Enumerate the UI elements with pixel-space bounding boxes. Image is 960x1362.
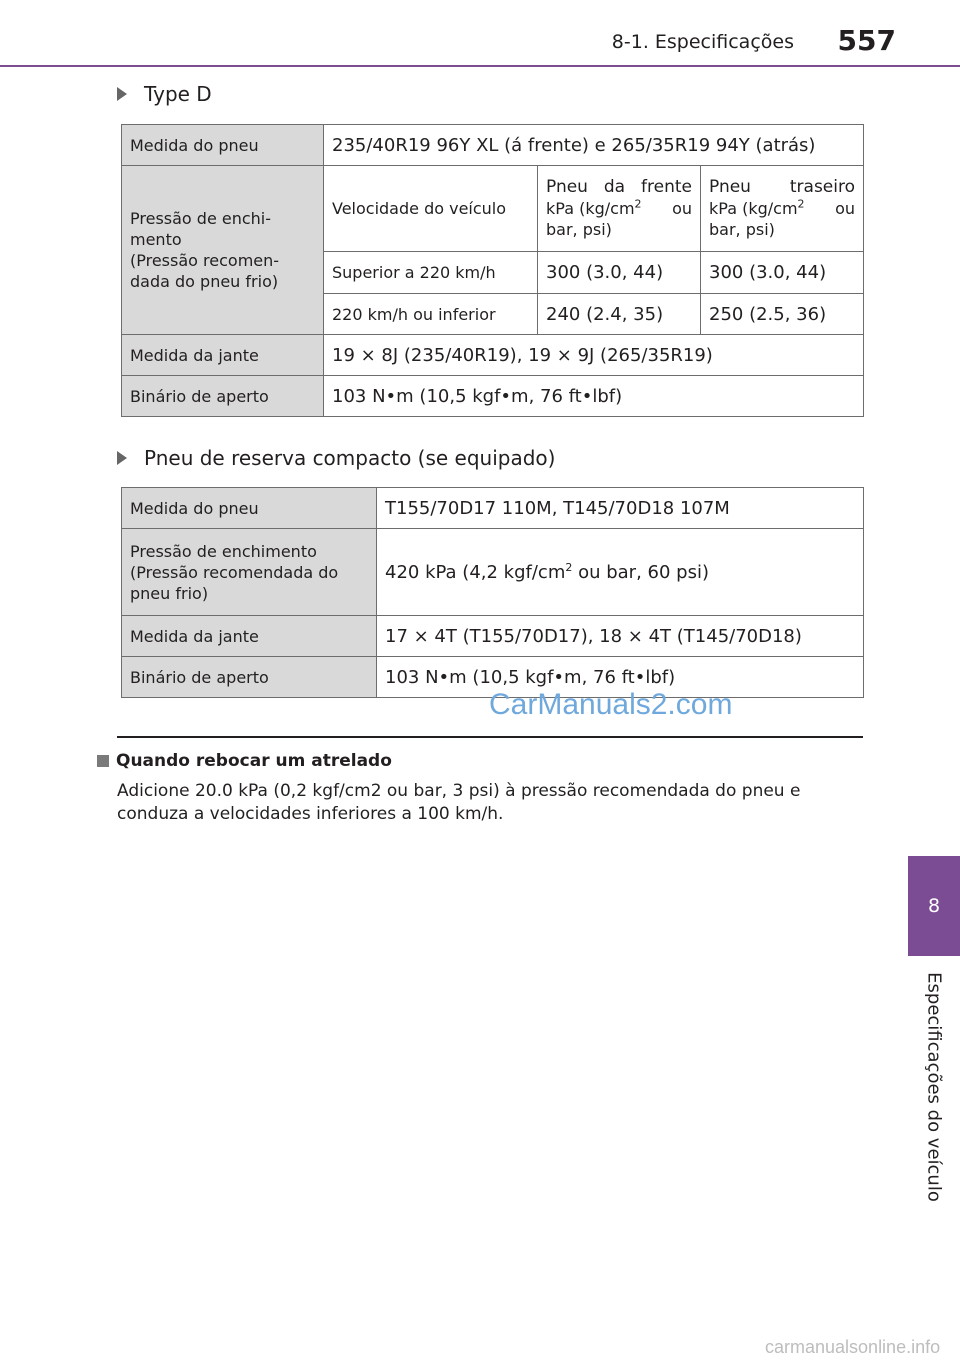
- rim-label: Medida da jante: [122, 335, 324, 376]
- torque-value: 103 N•m (10,5 kgf•m, 76 ft•lbf): [377, 657, 864, 698]
- speed-value: Superior a 220 km/h: [324, 252, 538, 294]
- tire-size-value: 235/40R19 96Y XL (á frente) e 265/35R19 94Y (atrás): [324, 125, 864, 166]
- table-row: [122, 376, 864, 417]
- rim-value: 19 × 8J (235/40R19), 19 × 9J (265/35R19): [324, 335, 864, 376]
- chapter-label: Especificações do veículo: [923, 972, 945, 1202]
- type-d-heading: [117, 82, 212, 106]
- note-rule: [117, 736, 863, 738]
- front-tire-header: Pneu da frente kPa ($kg/cm^2$ ou bar, psi): [538, 166, 701, 252]
- table-row: [122, 488, 864, 529]
- note-title-text: Quando rebocar um atrelado: [116, 751, 392, 771]
- tire-size-label: Medida do pneu: [122, 125, 324, 166]
- rim-label: Medida da jante: [122, 616, 377, 657]
- type-d-spec-table: [121, 124, 864, 417]
- section-title: 8-1. Especificações: [611, 31, 794, 53]
- front-pressure: 300 (3.0, 44): [538, 252, 701, 294]
- pressure-label: Pressão de enchimento (Pressão recomendada do pneu frio): [122, 529, 377, 616]
- type-d-heading-text: Type D: [144, 82, 212, 106]
- rim-value: 17 × 4T (T155/70D17), 18 × 4T (T145/70D18): [377, 616, 864, 657]
- table-row: [122, 166, 864, 252]
- tire-size-value: T155/70D17 110M, T145/70D18 107M: [377, 488, 864, 529]
- torque-label: Binário de aperto: [122, 376, 324, 417]
- table-row: [122, 125, 864, 166]
- square-bullet-icon: [97, 755, 109, 767]
- pressure-label: Pressão de enchi- mento (Pressão recomen- dada do pneu frio): [122, 166, 324, 335]
- table-row: [122, 616, 864, 657]
- table-row: [122, 529, 864, 616]
- spare-spec-table: [121, 487, 864, 698]
- front-pressure: 240 (2.4, 35): [538, 294, 701, 335]
- spare-heading-text: Pneu de reserva compacto (se equipado): [144, 446, 556, 470]
- table-row: [122, 335, 864, 376]
- bullet-triangle-icon: [117, 451, 127, 465]
- torque-label: Binário de aperto: [122, 657, 377, 698]
- note-title: [97, 751, 392, 771]
- rear-pressure: 250 (2.5, 36): [701, 294, 864, 335]
- bullet-triangle-icon: [117, 87, 127, 101]
- pressure-value: 420 kPa (4,2 kgf/$cm^2$ ou bar, 60 psi): [377, 529, 864, 616]
- torque-value: 103 N•m (10,5 kgf•m, 76 ft•lbf): [324, 376, 864, 417]
- page-number: 557: [837, 24, 896, 57]
- watermark: CarManuals2.com: [489, 688, 733, 721]
- spare-heading: [117, 446, 555, 470]
- tire-size-label: Medida do pneu: [122, 488, 377, 529]
- rear-pressure: 300 (3.0, 44): [701, 252, 864, 294]
- note-body: Adicione 20.0 kPa (0,2 kgf/cm2 ou bar, 3 psi) à pressão recomendada do pneu e conduza a velocidades inferiores a 100 km/h.: [117, 781, 801, 824]
- chapter-number: 8: [927, 895, 941, 917]
- speed-value: 220 km/h ou inferior: [324, 294, 538, 335]
- footer-watermark: carmanualsonline.info: [765, 1337, 941, 1357]
- chapter-tab: [908, 856, 960, 956]
- speed-header: Velocidade do veículo: [324, 166, 538, 252]
- header-rule: [0, 65, 960, 67]
- rear-tire-header: Pneu traseiro kPa ($kg/cm^2$ ou bar, psi): [701, 166, 864, 252]
